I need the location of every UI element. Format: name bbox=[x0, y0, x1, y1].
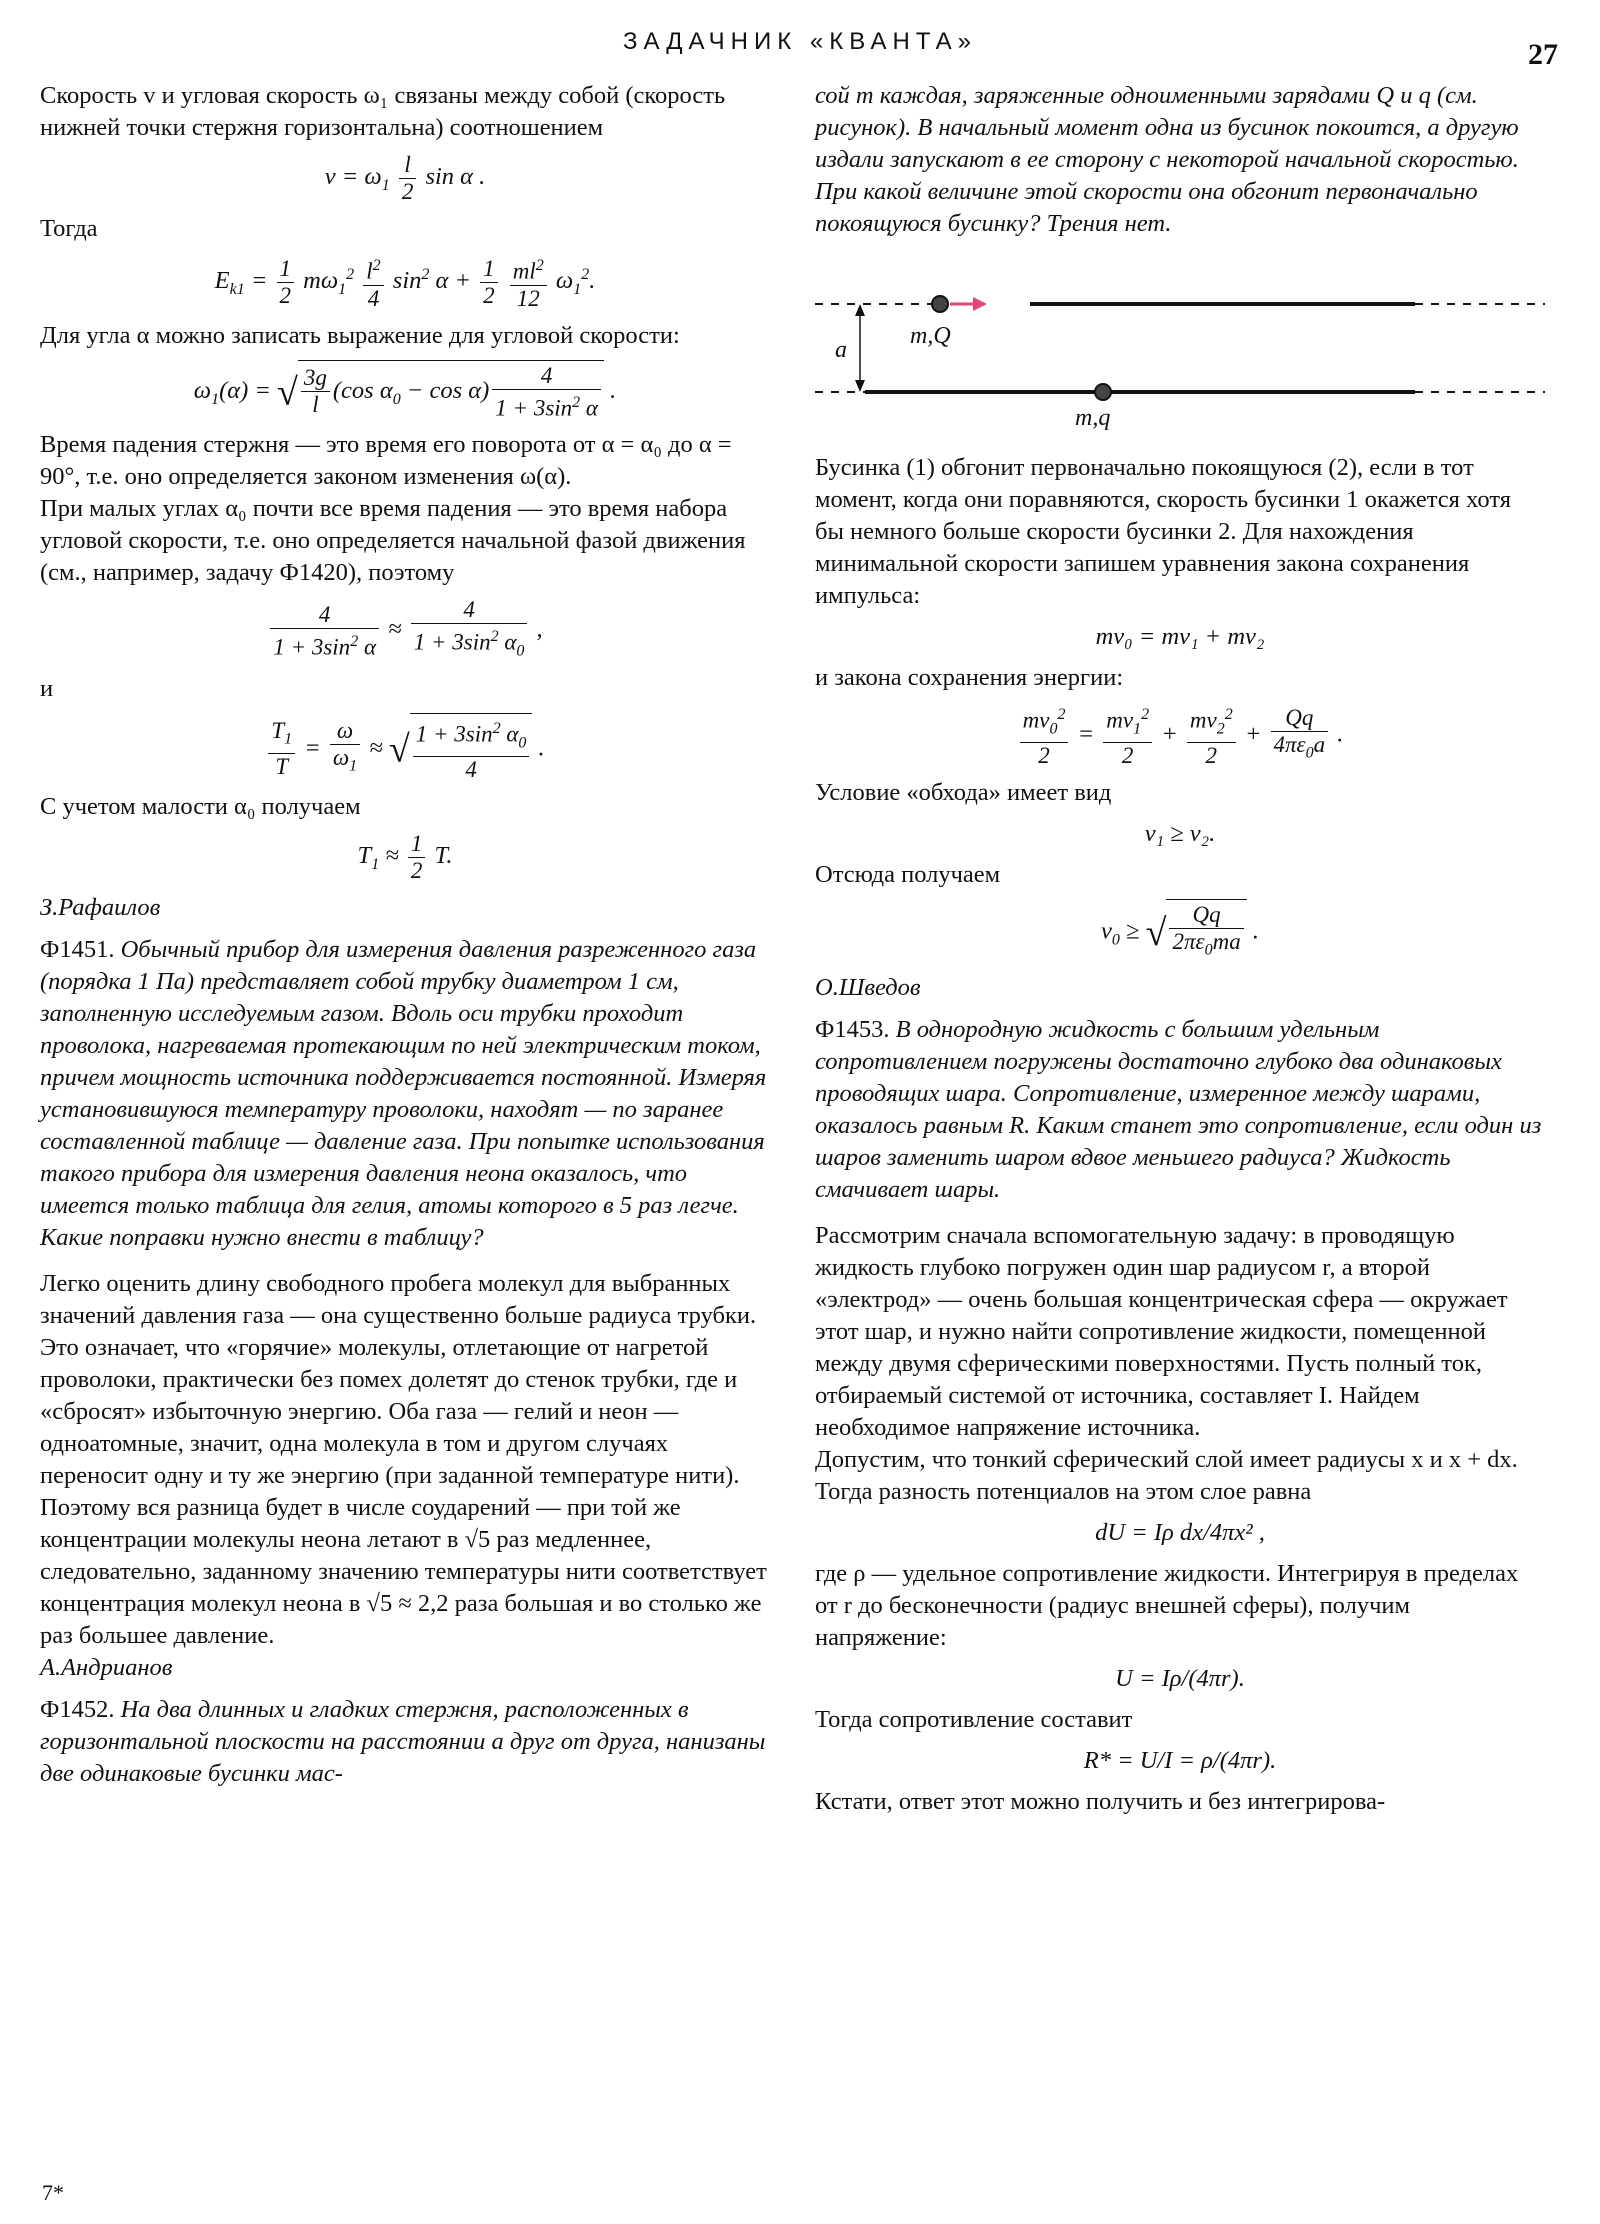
right-column bbox=[815, 80, 1545, 1818]
problem-id: Ф1451. bbox=[40, 935, 115, 963]
paragraph: Бусинка (1) обгонит первоначально покоящуюся (2), если в тот момент, когда они поравняются, скорость бусинки 1 окажется хотя бы немного больше скорости бусинки 2. Для нахождения минимальной скорости запишем уравнения закона сохранения импульса: bbox=[815, 454, 1511, 609]
paragraph: Для угла α можно записать выражение для угловой скорости: bbox=[40, 321, 680, 349]
paragraph: Рассмотрим сначала вспомогательную задачу: в проводящую жидкость глубоко погружен один шар радиусом r, а второй «электрод» — очень большая концентрическая сфера — окружает этот шар, и нужно найти сопротивление жидкости, помещенной между двумя сферическими поверхностями. Пусть полный ток, отбираемый системой от источника, составляет I. Найдем необходимое напряжение источника. bbox=[815, 1221, 1508, 1441]
label-bead-top: m,Q bbox=[910, 323, 951, 349]
paragraph: Скорость v и угловая скорость ω₁ связаны между собой (скорость нижней точки стержня горизонтальна) соотношением bbox=[40, 82, 726, 141]
formula-min-velocity: $v_0$ ≥ √ $\frac{Qq}{2\pi\varepsilon_0ma}$ . bbox=[815, 899, 1545, 964]
paragraph: Время падения стержня — это время его поворота от α = α₀ до α = 90°, т.е. оно определяется законом изменения ω(α). bbox=[40, 431, 732, 491]
formula-velocity: $v = \omega_1$ $\frac{l}{2}$ sin α . bbox=[324, 152, 486, 204]
paragraph: При малых углах α₀ почти все время падения — это время набора угловой скорости, т.е. оно определяется начальной фазой движения (см., например, задачу Ф1420), поэтому bbox=[40, 495, 746, 587]
formula-kinetic-energy: $E_{k1}$ = $\frac{1}{2}$ $m\omega_1^2$ $\frac{l^2}{4}$ $\sin^2 \alpha$ + $\frac{1}{2}$ $\frac{ml^2}{12}$ $\omega_1^2$. bbox=[40, 253, 770, 312]
paragraph: Допустим, что тонкий сферический слой имеет радиусы x и x + dx. Тогда разность потенциалов на этом слое равна bbox=[815, 1445, 1518, 1505]
author: О.Шведов bbox=[815, 973, 921, 1001]
formula-condition: v₁ ≥ v₂. bbox=[1144, 820, 1216, 848]
solution-1451: Легко оценить длину свободного пробега молекул для выбранных значений давления газа — она существенно больше радиуса трубки. Это означает, что «горячие» молекулы, отлетающие от нагретой проволоки, практически без помех долетят до стенок трубки, где и «сбросят» избыточную энергию. Оба газа — гелий и неон — одноатомные, значит, одна молекула в том и другом случаях переносит одну и ту же энергию (при заданной температуре нити). Поэтому вся разница будет в числе соударений — при той же концентрации молекулы неона летают в √5 раз медленнее, следовательно, заданному значению температуры нити соответствует концентрация молекул неона в √5 ≈ 2,2 раза большая и во столько же раз большее давление. bbox=[40, 1269, 767, 1649]
paragraph: Кстати, ответ этот можно получить и без интегрирова- bbox=[815, 1787, 1386, 1815]
formula-U: U = Iρ/(4πr). bbox=[1115, 1664, 1245, 1692]
paragraph: С учетом малости α₀ получаем bbox=[40, 792, 361, 820]
problem-1451: Ф1451. Обычный прибор для измерения давления разреженного газа (порядка 1 Па) представляет собой трубку диаметром 1 см, заполненную исследуемым газом. Вдоль оси трубки проходит проволока, нагреваемая протекающим по ней электрическим током, причем мощность источника поддерживается постоянной. Измеряя установившуюся температуру проволоки, находят — по заранее составленной таблице — давление газа. При попытке использования такого прибора для измерения давления неона оказалось, что имеется только таблица для гелия, атомы которого в 5 раз легче. Какие поправки нужно внести в таблицу? bbox=[40, 935, 767, 1251]
author: А.Андрианов bbox=[40, 1653, 173, 1681]
page-number: 27 bbox=[1528, 38, 1558, 71]
paragraph: Тогда сопротивление составит bbox=[815, 1705, 1133, 1733]
formula-period-ratio: $\frac{T_1}{T}$ = $\frac{\omega}{\omega_1}$ ≈ √ $\frac{1 + 3\sin^2 \alpha_0}{4}$ . bbox=[40, 713, 770, 783]
paragraph: Условие «обхода» имеет вид bbox=[815, 779, 1112, 807]
left-column bbox=[40, 80, 770, 1790]
label-distance: a bbox=[835, 337, 847, 363]
formula-angular-velocity: $\omega_1(\alpha)$ = √ $\frac{3g}{l}$ (cos $\alpha_0 - \cos \alpha$) $\frac{4}{1 + 3\sin^2 \alpha}$ . bbox=[40, 360, 770, 422]
problem-1453: Ф1453. В однородную жидкость с большим удельным сопротивлением погружены достаточно глубоко два одинаковых проводящих шара. Сопротивление, измеренное между шарами, оказалось равным R. Каким станет это сопротивление, если один из шаров заменить шаром вдвое меньшего радиуса? Жидкость смачивает шары. bbox=[815, 1015, 1542, 1203]
bead-moving bbox=[932, 296, 948, 312]
running-title: ЗАДАЧНИК «КВАНТА» bbox=[622, 28, 977, 55]
formula-R: R* = U/I = ρ/(4πr). bbox=[1083, 1746, 1277, 1774]
formula-momentum: mv₀ = mv₁ + mv₂ bbox=[1095, 623, 1265, 650]
problem-1452-continued: сой m каждая, заряженные одноименными зарядами Q и q (см. рисунок). В начальный момент одна из бусинок покоится, а другую издали запускают в ее сторону с некоторой начальной скоростью. При какой величине этой скорости она обгонит первоначально покоящуюся бусинку? Трения нет. bbox=[815, 82, 1519, 237]
paragraph: Отсюда получаем bbox=[815, 861, 1001, 889]
problem-id: Ф1453. bbox=[815, 1015, 890, 1043]
paragraph: и закона сохранения энергии: bbox=[815, 664, 1124, 691]
problem-id: Ф1452. bbox=[40, 1695, 115, 1723]
figure-rods bbox=[815, 264, 1545, 434]
formula-energy: $\frac{mv_0^2}{2}$ = $\frac{mv_1^2}{2}$ + $\frac{mv_2^2}{2}$ + $\frac{Qq}{4\pi\varepsilon_0a}$ . bbox=[815, 702, 1545, 769]
paragraph: и bbox=[40, 674, 54, 702]
paragraph: где ρ — удельное сопротивление жидкости. Интегрируя в пределах от r до бесконечности (радиус внешней сферы), получим напряжение: bbox=[815, 1559, 1519, 1651]
paragraph: Тогда bbox=[40, 215, 98, 242]
author: З.Рафаилов bbox=[40, 893, 161, 921]
footer-mark: 7* bbox=[42, 2180, 64, 2205]
problem-1452: Ф1452. На два длинных и гладких стержня, расположенных в горизонтальной плоскости на расстоянии a друг от друга, нанизаны две одинаковые бусинки мас- bbox=[40, 1695, 766, 1787]
label-bead-bottom: m,q bbox=[1075, 405, 1111, 431]
formula-dU: dU = Iρ dx/4πx² , bbox=[1095, 1518, 1265, 1546]
bead-resting bbox=[1095, 384, 1111, 400]
formula-result: $T_1$ ≈ $\frac{1}{2}$ T. bbox=[357, 830, 453, 883]
formula-approx: $\frac{4}{1 + 3\sin^2 \alpha}$ ≈ $\frac{4}{1 + 3\sin^2 \alpha_0}$ , bbox=[40, 597, 770, 664]
